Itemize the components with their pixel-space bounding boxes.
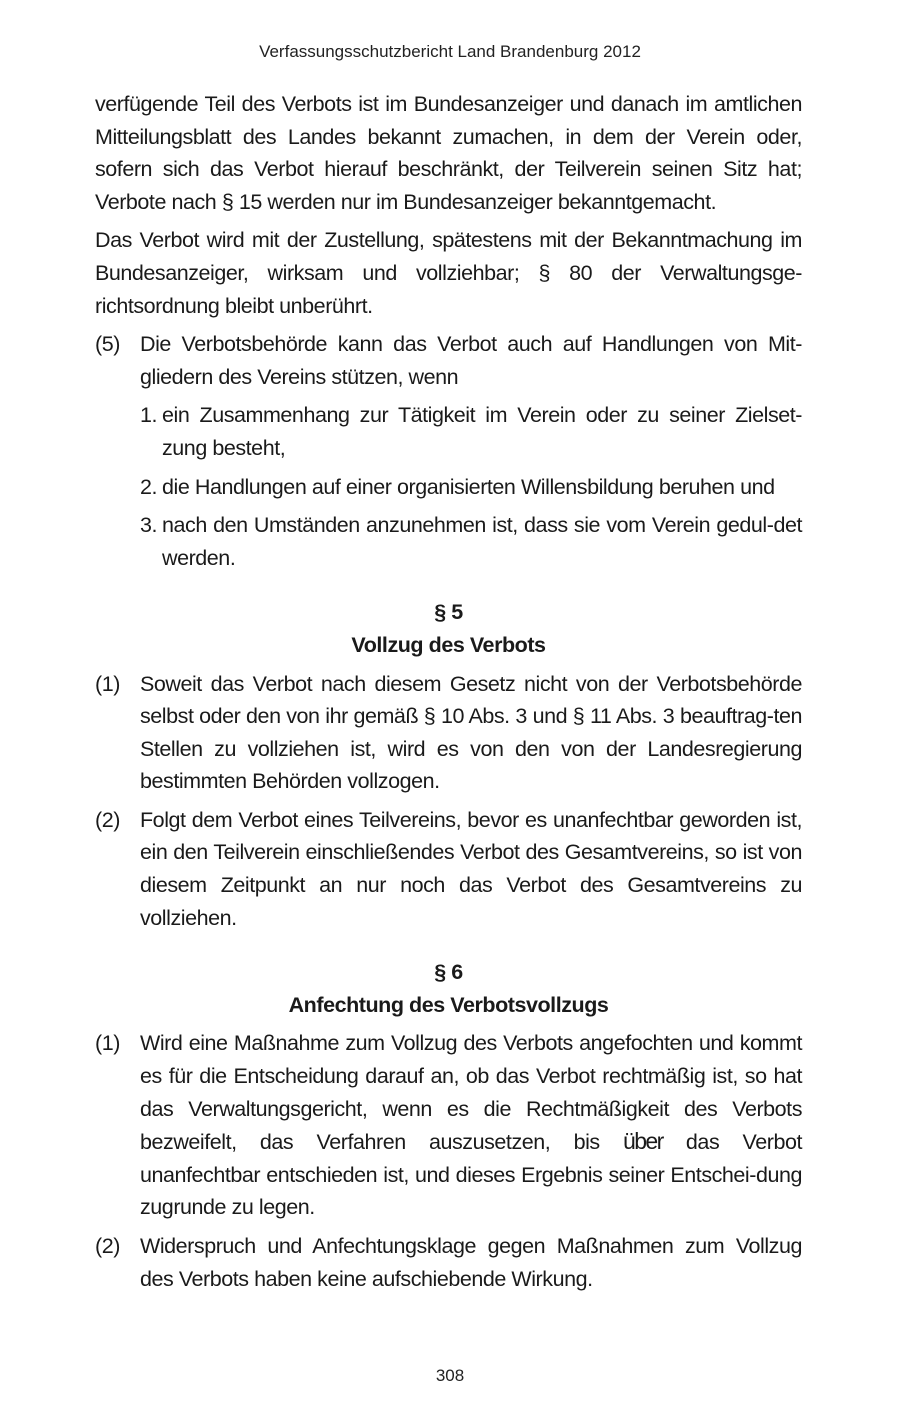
document-body bbox=[95, 88, 802, 1301]
section-5-title: Vollzug des Verbots bbox=[351, 632, 546, 657]
list-item bbox=[140, 509, 802, 574]
clause-text: Folgt dem Verbot eines Teilvereins, bevor es unanfechtbar geworden ist, ein den Teilverein einschließendes Verbot des Gesamtvereins, so ist von diesem Zeitpunkt an nur noch das Verbot des Gesamtvereins zu vollziehen. bbox=[140, 807, 802, 930]
continued-clause-text: verfügende Teil des Verbots ist im Bundesanzeiger und danach im amtlichen Mitteilungsblatt des Landes bekannt zumachen, in dem der Verein oder, sofern sich das Verbot hierauf beschränkt, der Teilverein seinen Sitz hat; Verbote nach § 15 werden nur im Bundesanzeiger bekanntgemacht. bbox=[95, 92, 802, 214]
list-item-number: 3. bbox=[140, 513, 158, 538]
list-item-text: ein Zusammenhang zur Tätigkeit im Verein oder zu seiner Zielset-zung besteht, bbox=[162, 403, 802, 460]
list-item-number: 2. bbox=[140, 474, 158, 499]
section-6-number: § 6 bbox=[434, 960, 463, 985]
section-5-clause-2 bbox=[95, 804, 802, 934]
clause-text: Widerspruch und Anfechtungsklage gegen Maßnahmen zum Vollzug des Verbots haben keine aufschiebende Wirkung. bbox=[140, 1234, 802, 1291]
clause-number: (5) bbox=[95, 332, 120, 357]
clause-text bbox=[140, 1027, 802, 1224]
clause-text: Soweit das Verbot nach diesem Gesetz nicht von der Verbotsbehörde selbst oder den von ihr gemäß § 10 Abs. 3 und § 11 Abs. 3 beauftrag-ten Stellen zu vollziehen ist, wird es von den von der Landesregierung bestimmten Behörden vollzogen. bbox=[140, 671, 802, 794]
list-item-text: nach den Umständen anzunehmen ist, dass sie vom Verein gedul-det werden. bbox=[162, 513, 802, 570]
section-6-title: Anfechtung des Verbotsvollzugs bbox=[288, 992, 609, 1017]
section-6-clause-1 bbox=[95, 1027, 802, 1224]
clause-number: (2) bbox=[95, 1234, 120, 1258]
section-5-number: § 5 bbox=[434, 600, 463, 625]
section-6-clause-2 bbox=[95, 1230, 802, 1295]
emphasized-word: über bbox=[623, 1128, 663, 1155]
clause-text-after: das Verbot unanfechtbar entschieden ist, und dieses Ergebnis seiner Entschei-dung zugrunde zu legen. bbox=[140, 1130, 802, 1220]
clause-number: (2) bbox=[95, 807, 120, 832]
effectiveness-paragraph: Das Verbot wird mit der Zustellung, spätestens mit der Bekanntmachung im Bundesanzeiger, wirksam und vollziehbar; § 80 der Verwaltungsge-richtsordnung bleibt unberührt. bbox=[95, 228, 802, 318]
clause-number: (1) bbox=[95, 1031, 120, 1056]
list-item bbox=[140, 471, 802, 504]
page-header: Verfassungsschutzbericht Land Brandenburg 2012 bbox=[259, 42, 641, 61]
section-5-clause-1 bbox=[95, 668, 802, 798]
list-item-number: 1. bbox=[140, 403, 158, 428]
clause-5 bbox=[95, 328, 802, 393]
clause-text: Die Verbotsbehörde kann das Verbot auch auf Handlungen von Mit-gliedern des Vereins stützen, wenn bbox=[140, 332, 802, 389]
list-item bbox=[140, 399, 802, 464]
clause-number: (1) bbox=[95, 671, 120, 696]
list-item-text: die Handlungen auf einer organisierten Willensbildung beruhen und bbox=[162, 474, 775, 499]
clause-text-before: Wird eine Maßnahme zum Vollzug des Verbots angefochten und kommt es für die Entscheidung darauf an, ob das Verbot rechtmäßig ist, so hat das Verwaltungsgericht, wenn es die Rechtmäßigkeit des Verbots bezweifelt, das Verfahren auszusetzen, bis bbox=[140, 1031, 802, 1155]
page-number: 308 bbox=[435, 1366, 465, 1385]
clause-5-sublist bbox=[140, 399, 802, 574]
